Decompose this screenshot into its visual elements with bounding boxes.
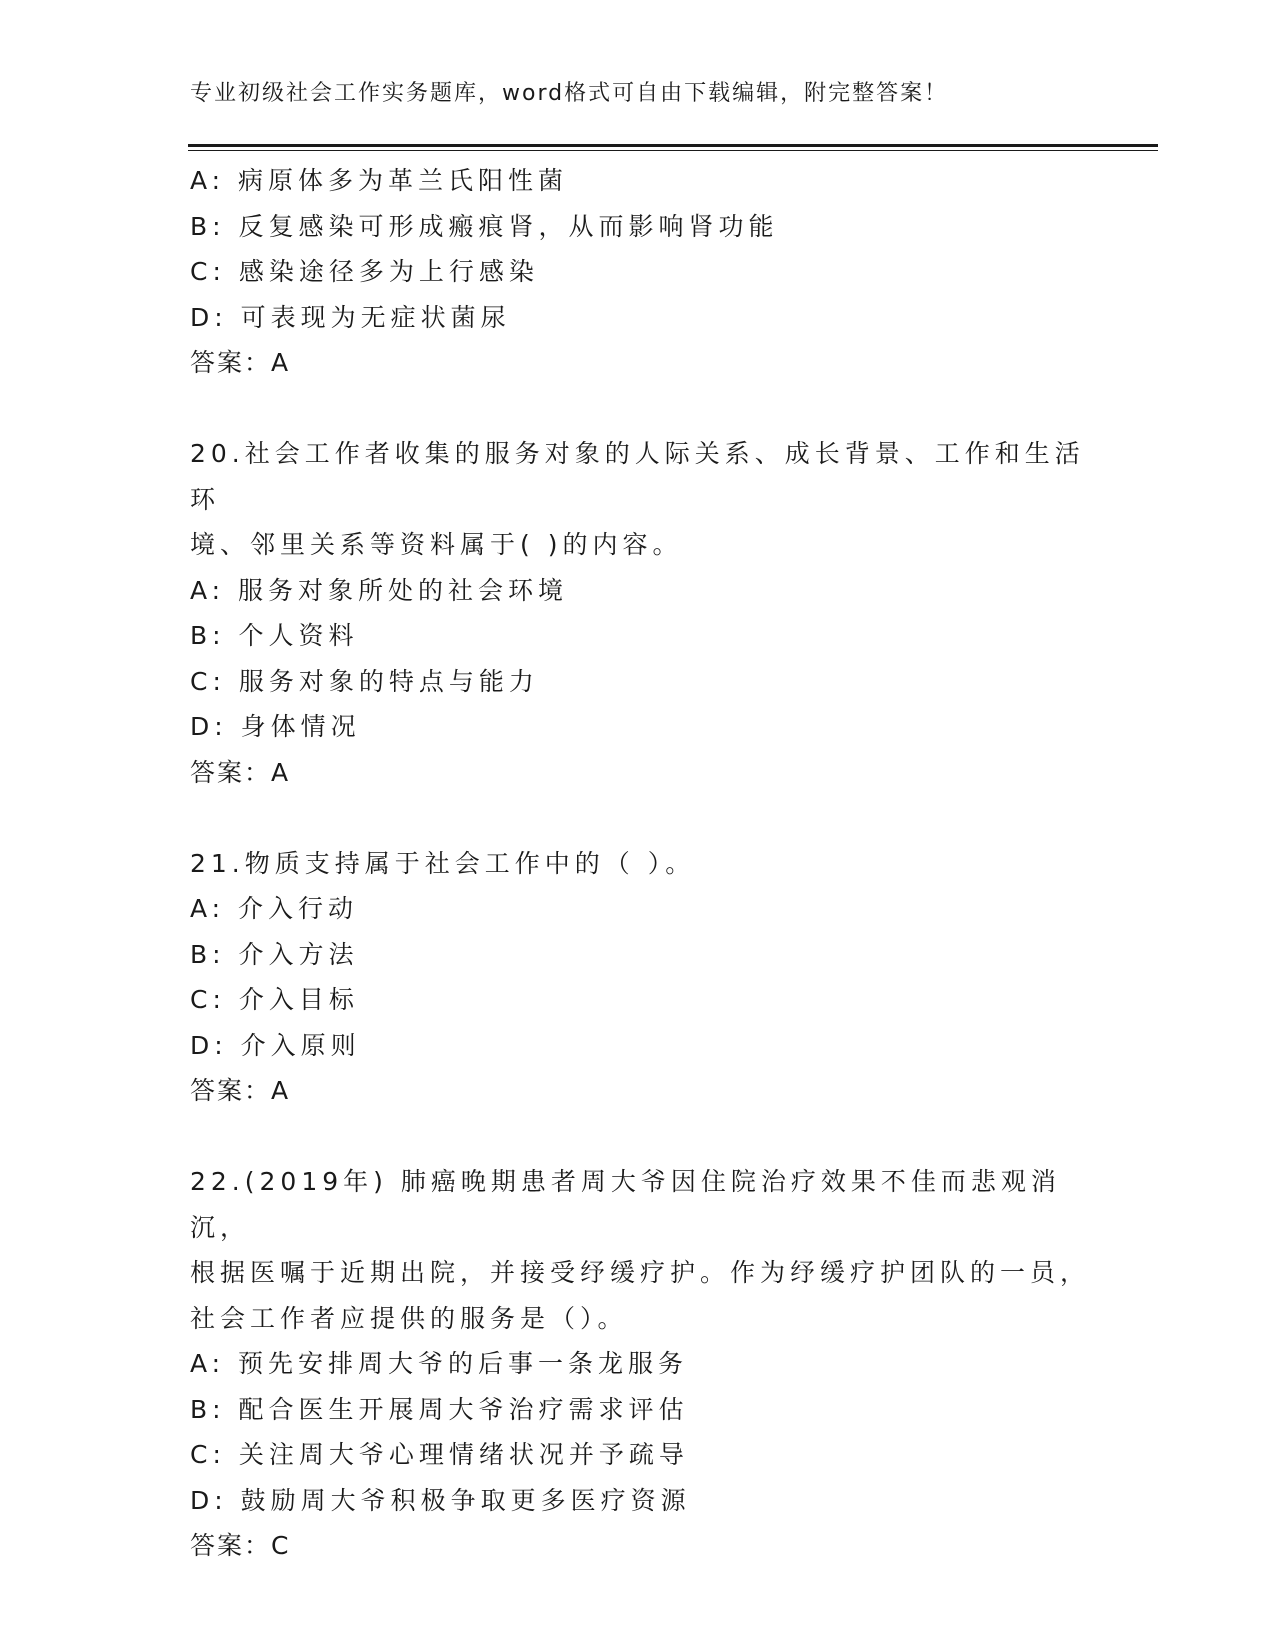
question-stem: 根据医嘱于近期出院，并接受纾缓疗护。作为纾缓疗护团队的一员， bbox=[190, 1258, 1091, 1287]
header-divider bbox=[188, 144, 1158, 151]
option-c: C: 关注周大爷心理情绪状况并予疏导 bbox=[190, 1440, 689, 1469]
option-d: D: 可表现为无症状菌尿 bbox=[190, 302, 511, 332]
option-c: C: 感染途径多为上行感染 bbox=[190, 257, 539, 286]
option-d: D: 鼓励周大爷积极争取更多医疗资源 bbox=[190, 1485, 691, 1515]
page-header: 专业初级社会工作实务题库，word格式可自由下载编辑，附完整答案！ bbox=[190, 81, 949, 106]
option-d: D: 介入原则 bbox=[190, 1030, 361, 1060]
option-b: B: 个人资料 bbox=[190, 621, 359, 650]
spacer bbox=[190, 795, 1090, 841]
answer: 答案：A bbox=[190, 348, 291, 377]
question-stem: 22.(2019年) 肺癌晚期患者周大爷因住院治疗效果不佳而悲观消沉， bbox=[190, 1167, 1061, 1242]
question-20 bbox=[190, 431, 1090, 795]
option-c: C: 服务对象的特点与能力 bbox=[190, 666, 539, 696]
option-b: B: 反复感染可形成瘢痕肾，从而影响肾功能 bbox=[190, 211, 779, 241]
option-c: C: 介入目标 bbox=[190, 985, 359, 1014]
answer: 答案：C bbox=[190, 1531, 291, 1560]
option-b: B: 介入方法 bbox=[190, 939, 359, 969]
question-stem: 21.物质支持属于社会工作中的（ ）。 bbox=[190, 848, 696, 878]
option-a: A: 预先安排周大爷的后事一条龙服务 bbox=[190, 1349, 689, 1378]
option-b: B: 配合医生开展周大爷治疗需求评估 bbox=[190, 1394, 689, 1424]
question-continued bbox=[190, 158, 1090, 386]
document-body bbox=[190, 158, 1090, 1569]
option-a: A: 病原体多为革兰氏阳性菌 bbox=[190, 166, 569, 195]
option-a: A: 介入行动 bbox=[190, 894, 359, 923]
question-stem: 社会工作者应提供的服务是（）。 bbox=[190, 1303, 628, 1333]
question-stem: 20.社会工作者收集的服务对象的人际关系、成长背景、工作和生活环 bbox=[190, 439, 1085, 514]
option-d: D: 身体情况 bbox=[190, 712, 361, 741]
spacer bbox=[190, 1114, 1090, 1160]
option-a: A: 服务对象所处的社会环境 bbox=[190, 575, 569, 605]
question-21 bbox=[190, 841, 1090, 1114]
answer: 答案：A bbox=[190, 1076, 291, 1105]
question-stem: 境、邻里关系等资料属于( )的内容。 bbox=[190, 530, 683, 559]
answer: 答案：A bbox=[190, 757, 291, 787]
question-22 bbox=[190, 1159, 1090, 1569]
spacer bbox=[190, 386, 1090, 432]
